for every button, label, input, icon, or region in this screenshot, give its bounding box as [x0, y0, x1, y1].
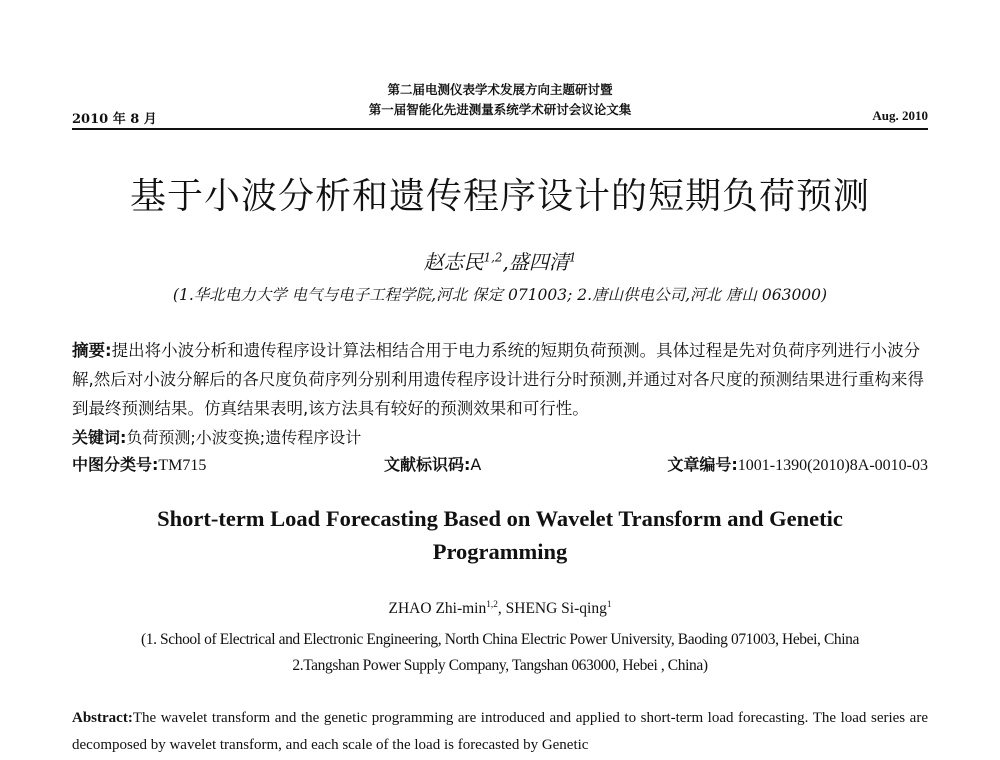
- abstract-en-text: The wavelet transform and the genetic programming are introduced and applied to short-term load forecasting. The load series are decomposed by wavelet transform, and each scale of the load is forecasted by Genetic: [72, 710, 928, 753]
- header-conference: [72, 80, 928, 120]
- author2-en-affil: 1: [606, 600, 612, 610]
- affiliation-en-line2: 2.Tangshan Power Supply Company, Tangshan 063000, Hebei , China): [292, 657, 708, 674]
- header-conference-line2: 第一届智能化先进测量系统学术研讨会议论文集: [368, 102, 632, 117]
- clc-label: 中图分类号:: [72, 455, 159, 474]
- article-number-label: 文章编号:: [667, 455, 738, 474]
- paper-title-en-line2: Programming: [432, 539, 568, 564]
- header-rule: [72, 128, 928, 130]
- affiliation-cn: (1.华北电力大学 电气与电子工程学院,河北 保定 071003; 2.唐山供电公司,河北 唐山 063000): [172, 286, 828, 304]
- affiliation-en-line1: (1. School of Electrical and Electronic Engineering, North China Electric Power University, Baoding 071003, Hebei, China: [140, 631, 860, 648]
- abstract-en: [72, 705, 928, 759]
- author-separator-cn: ,: [502, 250, 509, 274]
- abstract-cn-text: 提出将小波分析和遗传程序设计算法相结合用于电力系统的短期负荷预测。具体过程是先对负荷序列进行小波分解,然后对小波分解后的各尺度负荷序列分别利用遗传程序设计进行分时预测,并通过对各尺度的预测结果进行重构来得到最终预测结果。仿真结果表明,该方法具有较好的预测效果和可行性。: [72, 341, 924, 418]
- author2-cn: 盛四清: [508, 250, 569, 274]
- authors-cn: [0, 246, 1000, 275]
- author2-cn-affil: 1: [568, 250, 577, 265]
- authors-en: [0, 600, 1000, 618]
- keywords-cn-label: 关键词:: [72, 428, 127, 447]
- clc-value: TM715: [158, 457, 207, 474]
- author1-en-affil: 1,2: [486, 600, 498, 610]
- header-date-cn: 2010 年 8 月: [72, 112, 157, 127]
- author2-en: SHENG Si-qing: [505, 600, 607, 618]
- paper-title-en: [0, 502, 1000, 568]
- classification-row: [72, 452, 928, 474]
- author1-en: ZHAO Zhi-min: [388, 600, 487, 618]
- paper-title-cn: 基于小波分析和遗传程序设计的短期负荷预测: [129, 176, 870, 217]
- keywords-cn-text: 负荷预测;小波变换;遗传程序设计: [126, 428, 362, 447]
- keywords-cn: [72, 425, 361, 448]
- affiliation-en: [72, 627, 928, 679]
- article-number: [667, 452, 928, 475]
- header-date-en: Aug. 2010: [872, 108, 928, 123]
- header-conference-line1: 第二届电测仪表学术发展方向主题研讨暨: [387, 82, 613, 97]
- document-code: [384, 452, 481, 475]
- paper-title-en-line1: Short-term Load Forecasting Based on Wavelet Transform and Genetic: [157, 506, 843, 531]
- doc-code-value: A: [470, 455, 482, 474]
- clc-number: [72, 452, 206, 475]
- author1-cn: 赵志民: [423, 250, 484, 274]
- abstract-cn-label: 摘要:: [72, 341, 112, 360]
- abstract-en-label: Abstract:: [72, 710, 133, 726]
- doc-code-label: 文献标识码:: [384, 455, 471, 474]
- abstract-cn: [72, 336, 928, 423]
- author1-cn-affil: 1,2: [483, 250, 503, 265]
- running-header: [72, 80, 928, 130]
- article-number-value: 1001-1390(2010)8A-0010-03: [737, 457, 928, 474]
- author-separator-en: ,: [497, 600, 506, 618]
